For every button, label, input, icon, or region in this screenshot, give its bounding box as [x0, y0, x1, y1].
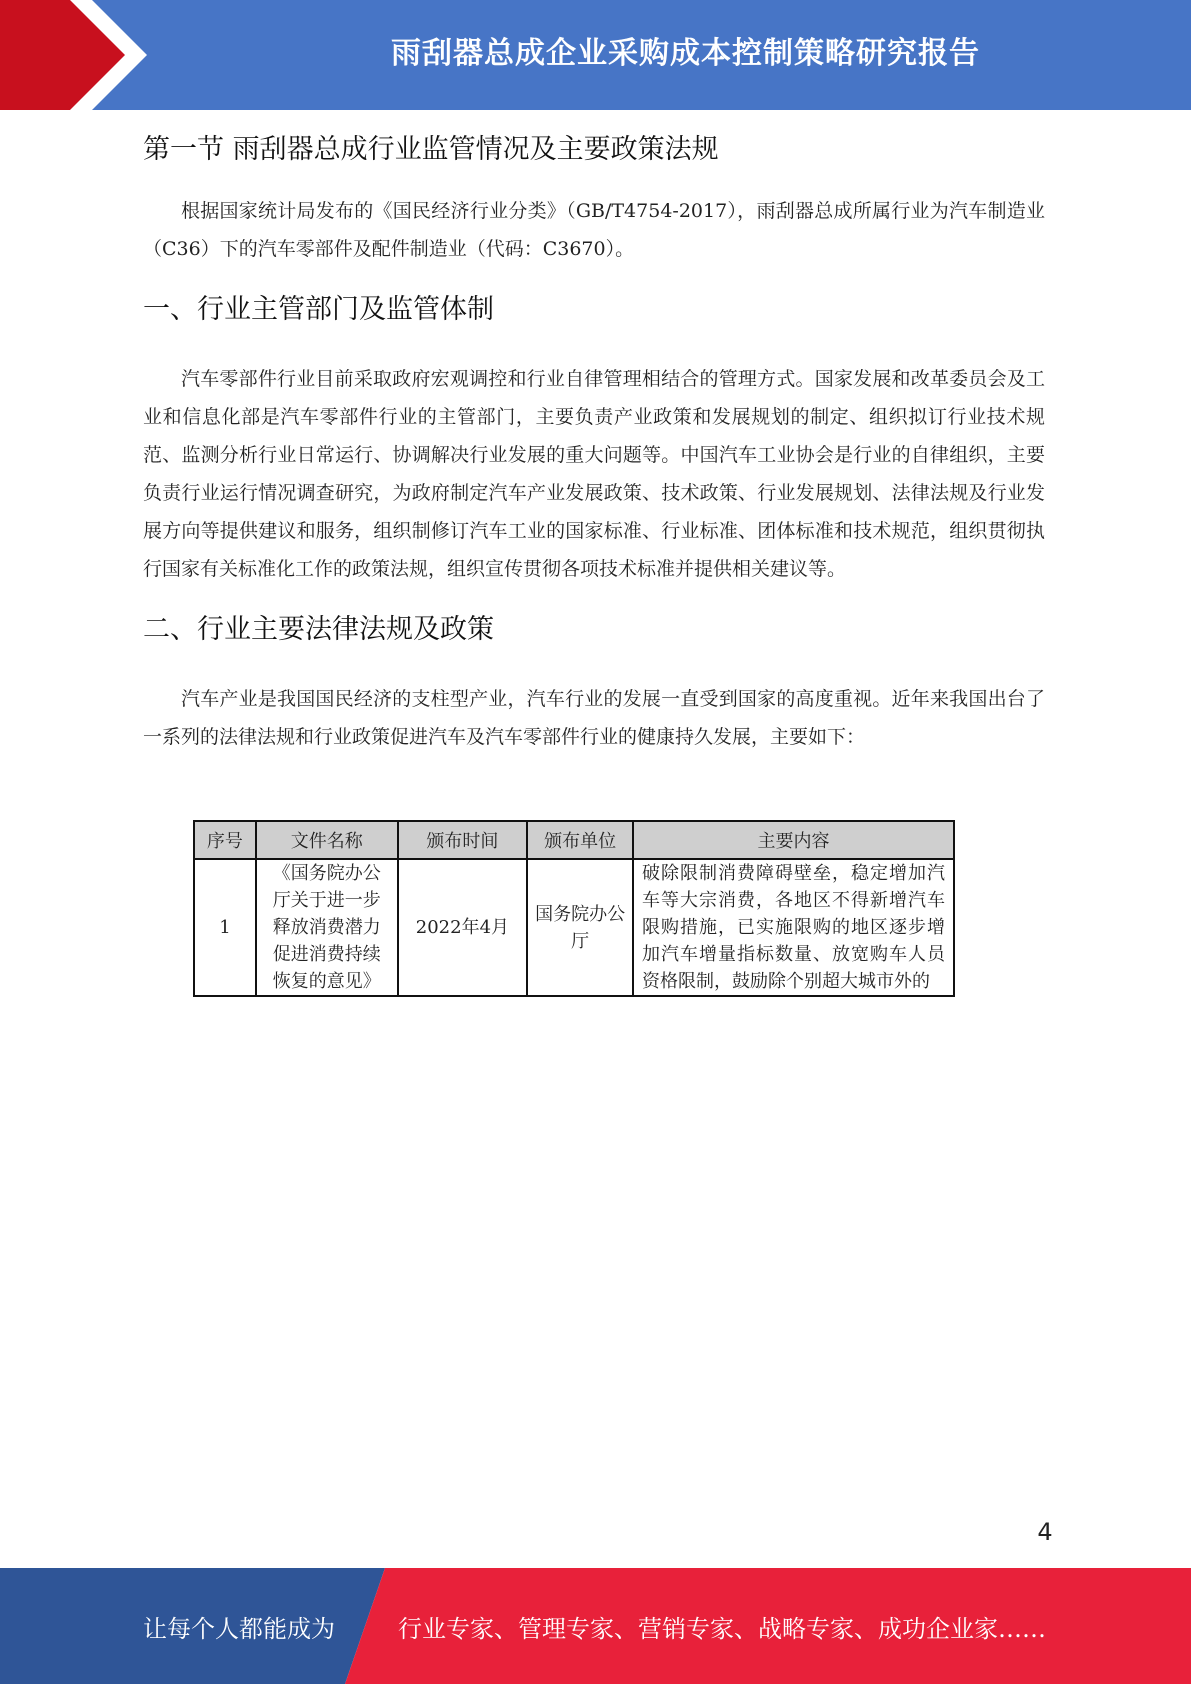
footer-slogan-left: 让每个人都能成为 — [143, 1614, 335, 1643]
page-content — [143, 130, 1045, 756]
heading-laws-policies: 二、行业主要法律法规及政策 — [143, 614, 494, 645]
cell-doc-name: 《国务院办公厅关于进一步释放消费潜力促进消费持续恢复的意见》 — [256, 859, 398, 996]
footer-slogan-right: 行业专家、管理专家、营销专家、战略专家、成功企业家…… — [398, 1614, 1046, 1643]
report-title: 雨刮器总成企业采购成本控制策略研究报告 — [391, 36, 980, 71]
page-number: 4 — [1037, 1518, 1053, 1546]
header-issuer: 颁布单位 — [527, 821, 633, 859]
report-footer — [0, 1568, 1191, 1684]
laws-paragraph: 汽车产业是我国国民经济的支柱型产业，汽车行业的发展一直受到国家的高度重视。近年来我国出台了一系列的法律法规和行业政策促进汽车及汽车零部件行业的健康持久发展，主要如下： — [143, 688, 1045, 748]
heading-regulatory-authority: 一、行业主管部门及监管体制 — [143, 294, 494, 325]
report-header — [0, 0, 1191, 110]
header-main-content: 主要内容 — [633, 821, 954, 859]
policy-table — [193, 820, 955, 997]
chevron-decoration-icon — [0, 0, 160, 110]
header-issue-date: 颁布时间 — [398, 821, 528, 859]
cell-no: 1 — [194, 859, 256, 996]
cell-issuer: 国务院办公厅 — [527, 859, 633, 996]
regulatory-paragraph: 汽车零部件行业目前采取政府宏观调控和行业自律管理相结合的管理方式。国家发展和改革委员会及工业和信息化部是汽车零部件行业的主管部门，主要负责产业政策和发展规划的制定、组织拟订行业技术规范、监测分析行业日常运行、协调解决行业发展的重大问题等。中国汽车工业协会是行业的自律组织，主要负责行业运行情况调查研究，为政府制定汽车产业发展政策、技术政策、行业发展规划、法律法规及行业发展方向等提供建议和服务，组织制修订汽车工业的国家标准、行业标准、团体标准和技术规范，组织贯彻执行国家有关标准化工作的政策法规，组织宣传贯彻各项技术标准并提供相关建议等。 — [143, 368, 1045, 580]
section-title: 第一节 雨刮器总成行业监管情况及主要政策法规 — [143, 134, 719, 165]
table-header-row — [194, 821, 954, 859]
table-row — [194, 859, 954, 996]
intro-paragraph: 根据国家统计局发布的《国民经济行业分类》（GB/T4754-2017），雨刮器总成所属行业为汽车制造业（C36）下的汽车零部件及配件制造业（代码：C3670）。 — [143, 200, 1045, 260]
header-doc-name: 文件名称 — [256, 821, 398, 859]
cell-issue-date: 2022年4月 — [398, 859, 528, 996]
header-no: 序号 — [194, 821, 256, 859]
cell-main-content: 破除限制消费障碍壁垒，稳定增加汽车等大宗消费，各地区不得新增汽车限购措施，已实施限购的地区逐步增加汽车增量指标数量、放宽购车人员资格限制，鼓励除个别超大城市外的 — [633, 859, 954, 996]
